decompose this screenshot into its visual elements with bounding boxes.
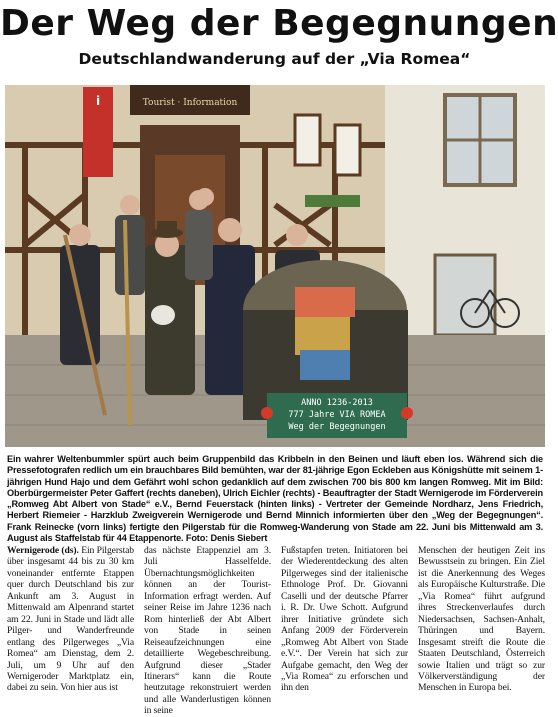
- subheadline: Deutschlandwanderung auf der „Via Romea“: [78, 50, 471, 68]
- wagon-sign-line1: ANNO 1236-2013: [301, 398, 373, 408]
- wagon-sign-line2: 777 Jahre VIA ROMEA: [288, 410, 386, 420]
- tourist-info-sign: Tourist · Information: [142, 98, 238, 108]
- photo-credit: Foto: Denis Siebert: [185, 533, 268, 544]
- article-column-2: [144, 545, 271, 717]
- article-text-3: Fußstapfen treten. Initiatoren bei der Wiederentdeckung des alten Pilgerweges sind der italienische Ethnologe Prof. Dr. Giovanni Caselli und der deutsche Pfarrer i. R. Dr. Uwe Schott. Aufgrund ihrer Initiative gründete sich Anfang 2009 der Förderverein „Romweg Abt Albert von Stade e.V.“. Der Verein hat sich zur Aufgabe gemacht, den Weg der „Via Romea“ zu erforschen und ihn den: [281, 545, 408, 694]
- article-body: [7, 545, 545, 717]
- headline: Der Weg der Begegnungen: [0, 3, 558, 44]
- article-column-1: [7, 545, 134, 694]
- article-lead: Wernigerode (ds).: [7, 545, 79, 556]
- article-column-3: [281, 545, 408, 694]
- article-text-4: Menschen der heutigen Zeit ins Bewusstsein zu bringen. Ein Ziel ist die Anerkennung des Weges als Europäische Kulturstraße. Die „Via Romea“ führt aufgrund ihres Streckenverlaufes durch Niedersachsen, Sachsen-Anhalt, Thüringen und Bayern. Insgesamt streift die Route die Staaten Deutschland, Österreich sowie Italien und trägt so zur Völkerverständigung der Menschen in Europa bei.: [418, 545, 545, 694]
- group-photo: [5, 85, 545, 447]
- photo-caption: [7, 454, 543, 544]
- caption-text: Ein wahrer Weltenbummler spürt auch beim Gruppenbild das Kribbeln in den Beinen und läuft eben los. Während sich die Pressefotografen redlich um ein brauchbares Bild bemühten, war der 81-jährige Egon Eckleben aus Königshütte mit seinem 1-jährigen Hund Hajo und dem Gefährt wohl schon gedanklich auf dem zwischen 700 bis 800 km langen Romweg. Mit im Bild: Oberbürgermeister Peter Gaffert (rechts daneben), Ulrich Eichler (rechts) - Beauftragter der Stadt Wernigerode im Förderverein „Romweg Abt Albert von Stade“ e.V., Bernd Feuerstack (hinten links) - Vertreter der Gemeinde Nordharz, Jens Friedrich, Herbert Riemeier - Harzklub Zweigverein Wernigerode und Bernd Minnich informierten über den „Weg der Begegnungen“. Frank Reinecke (vorn links) fertigte den Pilgerstab für die Romweg-Wanderung von Stade am 22. Juni bis Mittenwald am 3. August als Staffelstab für 44 Etappenorte.: [7, 454, 543, 544]
- svg-text:i: i: [95, 94, 101, 108]
- article-text-2: das nächste Etappenziel am 3. Juli Hasselfelde. Übernachtungsmöglichkeiten können an der Tourist-Information erfragt werden. Auf seiner Reise im Jahre 1236 nach Rom hinterließ der Abt Albert von Stade in seinen Reiseaufzeichnungen eine detaillierte Wegebeschreibung. Aufgrund dieser „Stader Itinerars“ kann die Route heutzutage rekonstruiert werden und alle Wanderlustigen können in seine: [144, 545, 271, 717]
- article-column-4: [418, 545, 545, 694]
- wagon-sign-line3: Weg der Begegnungen: [288, 422, 386, 432]
- article-text-1: Ein Pilgerstab über insgesamt 44 bis zu 30 km voneinander entfernte Etappen quer durch Deutschland bis zur Ankunft am 3. August in Mittenwald am Alpenrand startet am 22. Juni in Stade und lädt alle Pilger- und Wanderfreunde entlang des Pilgerweges „Via Romea“ am Dienstag, dem 2. Juli, um 9 Uhr auf den Wernigeroder Marktplatz ein, dabei zu sein. Von hier aus ist: [7, 545, 134, 694]
